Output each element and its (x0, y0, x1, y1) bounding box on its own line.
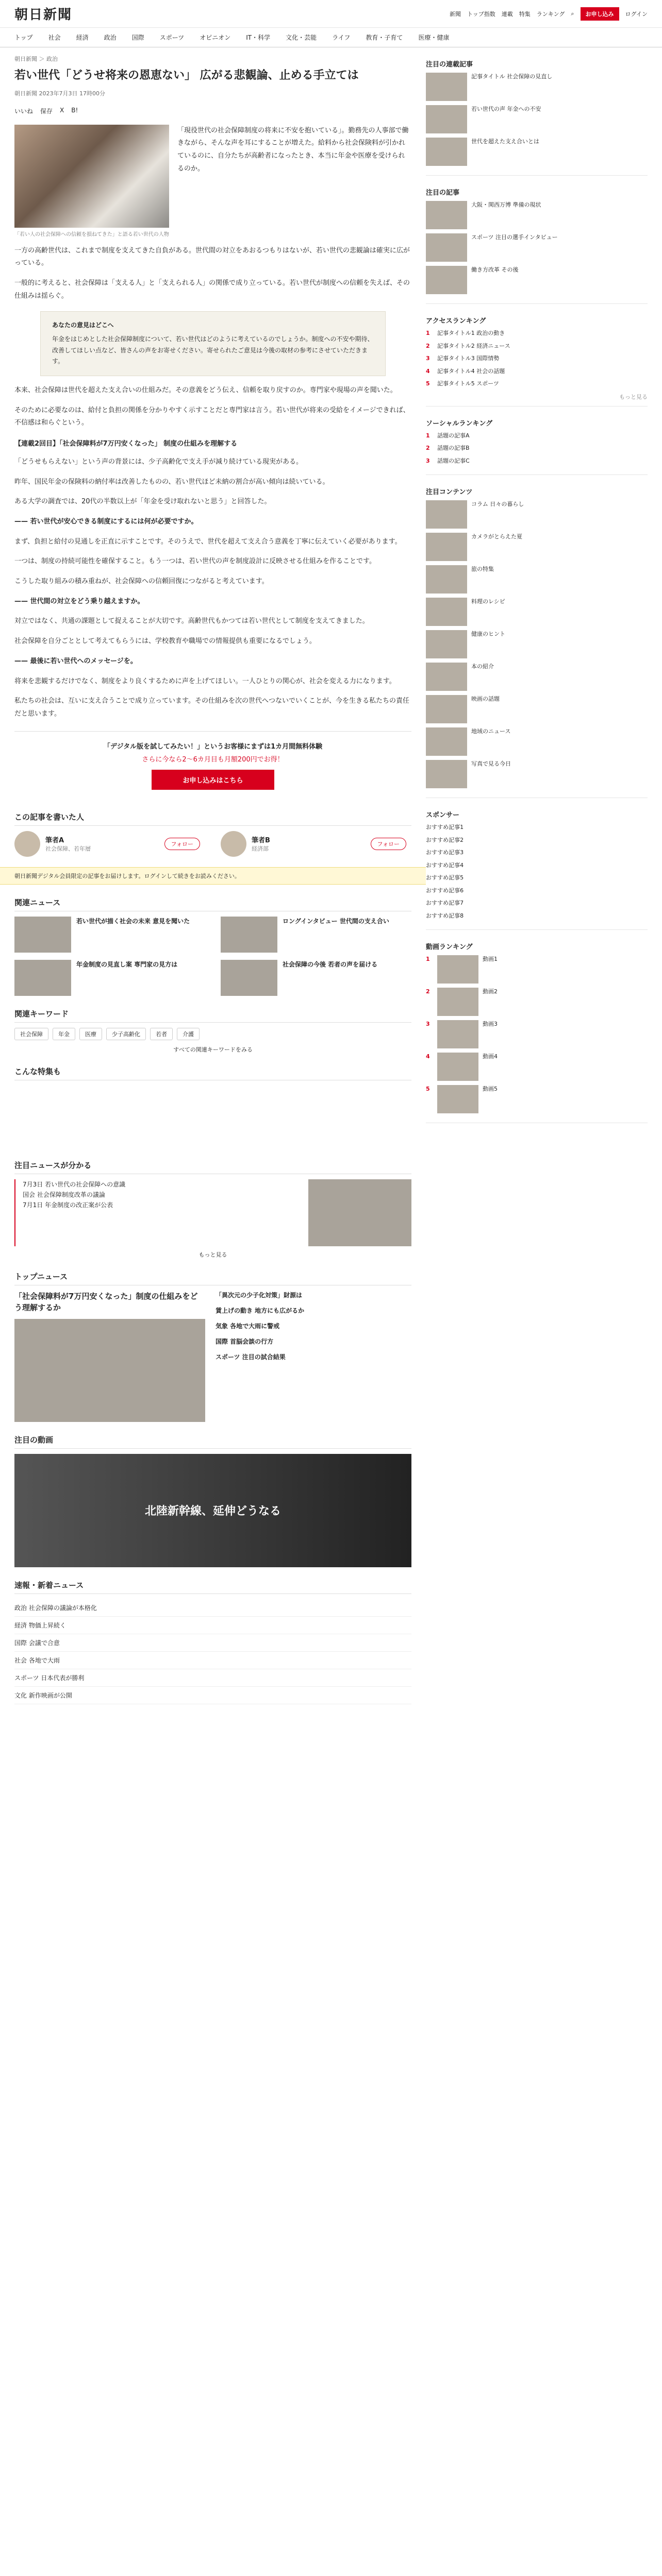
thumbnail (14, 960, 71, 996)
site-logo[interactable]: 朝日新聞 (14, 7, 73, 23)
latest-news-row[interactable]: スポーツ 日本代表が勝利 (14, 1669, 411, 1687)
main-nav (0, 28, 662, 47)
ranking-title: 動画4 (483, 1053, 498, 1060)
nav-item[interactable]: 経済 (76, 34, 89, 41)
ranking-title: 記事タイトル3 国際情勢 (437, 355, 500, 362)
promo-line: 「デジタル版を試してみたい！」というお客様にまずは1カ月間無料体験 (103, 742, 323, 751)
article-paragraph: まず、負担と給付の見通しを正直に示すことです。そのうえで、世代を超えて支え合う意義を丁寧に伝えていく必要があります。 (14, 537, 402, 546)
photo-caption: 「若い人の社会保障への信頼を損ねてきた」と語る若い世代の人物 (14, 231, 169, 238)
member-banner[interactable]: 朝日新聞デジタル会員限定の記事をお届けします。ログインして続きをお読みください。 (0, 867, 426, 885)
sidebar-item-title: 健康のヒント (471, 631, 505, 637)
nav-item[interactable]: IT・科学 (246, 34, 271, 41)
author-card[interactable] (14, 831, 200, 857)
rank-number: 2 (426, 445, 430, 451)
article-byline: 朝日新聞 2023年7月3日 17時00分 (14, 90, 105, 97)
x-share-button[interactable]: X (60, 106, 64, 114)
article-paragraph: 社会保障を自分ごととして考えてもらうには、学校教育や職場での情報提供も重要になるでしょう。 (14, 637, 316, 646)
thumbnail (426, 233, 467, 262)
thumbnail (426, 138, 467, 166)
sidebar-section (426, 475, 648, 798)
ranking-item[interactable] (426, 432, 648, 440)
card-title: 社会保障の今後 若者の声を届ける (283, 960, 378, 968)
rank-number: 1 (426, 432, 430, 439)
keyword-tag[interactable]: 年金 (53, 1028, 75, 1040)
section-heading: 関連ニュース (14, 897, 411, 911)
card-title: スポーツ 注目の試合結果 (216, 1353, 286, 1361)
ranking-title: 動画2 (483, 988, 498, 995)
search-icon[interactable]: ⌕ (571, 10, 574, 17)
sidebar-item-title: 記事タイトル 社会保障の見直し (471, 73, 553, 80)
news-card[interactable] (216, 1321, 411, 1331)
keyword-tag[interactable]: 社会保障 (14, 1028, 48, 1040)
ranking-item[interactable] (426, 955, 648, 984)
timeline (14, 1179, 298, 1246)
article-paragraph: 対立ではなく、共通の課題として捉えることが大切です。高齢世代もかつては若い世代として制度を支えてきました。 (14, 617, 369, 625)
interview-question: —— 世代間の対立をどう乗り越えますか。 (14, 597, 144, 605)
sidebar (426, 47, 648, 1704)
article-paragraph: そのために必要なのは、給付と負担の関係を分かりやすく示すことだと専門家は言う。若い世代が将来の受給をイメージできれば、不信感は和らぐという。 (14, 406, 410, 427)
ranking-title: 話題の記事A (437, 432, 470, 439)
rank-number: 5 (426, 1086, 430, 1092)
sidebar-heading: スポンサー (426, 811, 460, 819)
sidebar-section (426, 47, 648, 176)
sponsored-item[interactable]: おすすめ記事7 (426, 900, 464, 906)
sidebar-item[interactable] (426, 233, 648, 262)
nav-item[interactable]: オピニオン (200, 34, 231, 41)
rank-number: 4 (426, 1053, 430, 1060)
ranking-item[interactable] (426, 329, 648, 338)
article-paragraph: 本来、社会保障は世代を超えた支え合いの仕組みだ。その意義をどう伝え、信頼を取り戻すのか。専門家や現場の声を聞いた。 (14, 386, 397, 394)
ranking-item[interactable] (426, 1085, 648, 1113)
related-card[interactable] (221, 917, 411, 953)
sidebar-item[interactable] (426, 533, 648, 561)
news-card[interactable] (216, 1337, 411, 1346)
more-link[interactable]: もっと見る (198, 1251, 227, 1258)
ranking-title: 記事タイトル4 社会の話題 (437, 367, 505, 375)
sidebar-section (426, 176, 648, 304)
interview-question: —— 最後に若い世代へのメッセージを。 (14, 657, 137, 665)
sidebar-item-title: 写真で見る今日 (471, 760, 511, 767)
thumbnail (437, 955, 478, 984)
header-link[interactable]: 新聞 (450, 10, 461, 18)
follow-button[interactable]: フォロー (164, 838, 200, 850)
thumbnail (426, 598, 467, 626)
thumbnail (426, 73, 467, 101)
author-role: 経済部 (252, 845, 269, 853)
timeline-item[interactable]: 7月1日 年金制度の改正案が公表 (23, 1201, 113, 1209)
article-paragraph: 一つは、制度の持続可能性を確保すること。もう一つは、若い世代の声を制度設計に反映させる仕組みを作ることです。 (14, 557, 376, 566)
sidebar-item[interactable] (426, 727, 648, 756)
nav-item[interactable]: 医療・健康 (418, 34, 450, 41)
nav-item[interactable]: トップ (14, 34, 33, 41)
ranking-item[interactable] (426, 1053, 648, 1081)
nav-item[interactable]: ライフ (332, 34, 351, 41)
thumbnail (437, 988, 478, 1016)
thumbnail (437, 1020, 478, 1048)
thumbnail (426, 727, 467, 756)
like-button[interactable]: いいね (14, 107, 34, 115)
sidebar-heading: 注目の記事 (426, 189, 460, 197)
sponsored-item[interactable]: おすすめ記事4 (426, 861, 464, 869)
thumbnail (221, 960, 277, 996)
author-card[interactable] (221, 831, 406, 857)
keyword-tag[interactable]: 介護 (177, 1028, 200, 1040)
sidebar-item[interactable] (426, 760, 648, 788)
sidebar-item[interactable] (426, 598, 648, 626)
sidebar-item-title: スポーツ 注目の選手インタビュー (471, 234, 558, 241)
sidebar-section (426, 304, 648, 406)
thumbnail (426, 760, 467, 788)
nav-item[interactable]: 国際 (131, 34, 144, 41)
section-heading: 注目の動画 (14, 1434, 411, 1449)
card-title: ロングインタビュー 世代間の支え合い (283, 917, 389, 925)
sidebar-item-title: 大阪・関西万博 準備の現状 (471, 201, 541, 208)
top-news-headline[interactable]: 「社会保障料が7万円安くなった」制度の仕組みをどう理解するか (14, 1291, 198, 1313)
latest-news-row[interactable]: 文化 新作映画が公開 (14, 1687, 411, 1704)
ranking-title: 動画1 (483, 956, 498, 962)
section-heading: 速報・新着ニュース (14, 1580, 411, 1594)
rank-number: 5 (426, 380, 430, 387)
card-title: 若い世代が描く社会の未来 意見を聞いた (76, 917, 190, 925)
ranking-item[interactable] (426, 444, 648, 453)
thumbnail (426, 533, 467, 561)
author-name: 筆者A (45, 837, 64, 845)
article-photo[interactable] (14, 125, 169, 228)
section-heading: トップニュース (14, 1271, 411, 1285)
card-title: 国際 首脳会談の行方 (216, 1337, 274, 1345)
ranking-title: 記事タイトル1 政治の動き (437, 330, 505, 336)
thumbnail (426, 201, 467, 229)
rank-number: 1 (426, 956, 430, 962)
video-player[interactable] (14, 1454, 411, 1567)
sidebar-item[interactable] (426, 201, 648, 229)
rank-number: 2 (426, 988, 430, 995)
subscription-promo (14, 731, 411, 799)
ranking-item[interactable] (426, 367, 648, 376)
card-title: 「異次元の少子化対策」財源は (216, 1291, 303, 1299)
ranking-item[interactable] (426, 988, 648, 1016)
sidebar-section (426, 798, 648, 930)
hatena-share-button[interactable]: B! (71, 106, 78, 114)
related-card[interactable] (221, 960, 411, 996)
card-title: 気象 各地で大雨に警戒 (216, 1322, 280, 1330)
related-card[interactable] (14, 960, 205, 996)
article-paragraph: 一般的に考えると、社会保障は「支える人」と「支えられる人」の関係で成り立っている。若い世代が制度への信頼を失えば、その仕組みは揺らぐ。 (14, 279, 410, 300)
news-card[interactable] (216, 1291, 411, 1300)
thumbnail (14, 917, 71, 953)
share-bar (14, 103, 411, 120)
special-area (14, 1086, 411, 1147)
section-heading: 注目ニュースが分かる (14, 1160, 411, 1174)
ranking-item[interactable] (426, 354, 648, 363)
news-card[interactable] (216, 1306, 411, 1315)
ranking-item[interactable] (426, 1020, 648, 1048)
section-heading: こんな特集も (14, 1066, 411, 1080)
sponsored-item[interactable]: おすすめ記事5 (426, 874, 464, 881)
article-paragraph: 「現役世代の社会保障制度の将来に不安を抱いている」。勤務先の人事部で働きながら、そんな声を耳にすることが増えた。給料から社会保険料が引かれているのに、自分たちが高齢者になったとき、本当に年金や医療を受けられるのか。 (177, 126, 409, 173)
latest-news-row[interactable]: 経済 物価上昇続く (14, 1617, 411, 1634)
keywords-more-link[interactable]: すべての関連キーワードをみる (173, 1046, 253, 1053)
thumbnail (426, 105, 467, 133)
info-box-title: あなたの意見はどこへ (52, 321, 114, 329)
nav-item[interactable]: 社会 (48, 34, 61, 41)
article-paragraph: 私たちの社会は、互いに支え合うことで成り立っています。その仕組みを次の世代へつないでいくことが、今を生きる私たちの責任だと思います。 (14, 697, 409, 718)
sidebar-item[interactable] (426, 565, 648, 594)
section-heading: 関連キーワード (14, 1008, 411, 1023)
article-column (14, 47, 411, 1704)
thumbnail (437, 1085, 478, 1113)
header-link[interactable]: 特集 (519, 10, 531, 18)
sidebar-item[interactable] (426, 500, 648, 529)
series-link[interactable]: 【連載2回目】「社会保障料が7万円安くなった」 制度の仕組みを理解する (14, 439, 238, 448)
header-link[interactable]: ランキング (536, 10, 565, 18)
sidebar-item[interactable] (426, 266, 648, 294)
article-paragraph: 将来を悲観するだけでなく、制度をより良くするために声を上げてほしい。一人ひとりの関心が、社会を変える力になります。 (14, 677, 396, 685)
thumbnail (426, 663, 467, 691)
sponsored-item[interactable]: おすすめ記事6 (426, 887, 464, 894)
timeline-photo[interactable] (308, 1179, 411, 1246)
card-title: 年金制度の見直し案 専門家の見方は (76, 960, 178, 968)
thumbnail (437, 1053, 478, 1081)
latest-news-row[interactable]: 政治 社会保障の議論が本格化 (14, 1599, 411, 1617)
header-links (450, 7, 648, 21)
sidebar-item[interactable] (426, 630, 648, 658)
ranking-title: 動画5 (483, 1086, 498, 1092)
sponsored-item[interactable]: おすすめ記事8 (426, 912, 464, 919)
sidebar-item-title: 旅の特集 (471, 566, 494, 572)
article-paragraph: 「どうせもらえない」という声の背景には、少子高齢化で支え手が減り続けている現実がある。 (14, 457, 303, 466)
card-title: 賃上げの動き 地方にも広がるか (216, 1307, 305, 1314)
login-link[interactable]: ログイン (625, 10, 648, 18)
sidebar-item-title: 世代を超えた支え合いとは (471, 138, 539, 145)
sidebar-heading: 注目コンテンツ (426, 488, 473, 496)
more-link[interactable]: もっと見る (619, 393, 648, 400)
info-box-body: 年金をはじめとした社会保障制度について、若い世代はどのように考えているのでしょうか。制度への不安や期待、改善してほしい点など、皆さんの声をお寄せください。寄せられたご意見は今後の取材の参考にさせていただきます。 (52, 335, 374, 365)
ranking-title: 話題の記事C (437, 457, 470, 464)
sidebar-item-title: 若い世代の声 年金への不安 (471, 106, 541, 112)
article-paragraph: 一方の高齢世代は、これまで制度を支えてきた自負がある。世代間の対立をあおるつもりはないが、若い世代の悲観論は確実に広がっている。 (14, 246, 410, 267)
keyword-tag[interactable]: 若者 (150, 1028, 173, 1040)
sidebar-item-title: 本の紹介 (471, 663, 494, 670)
rank-number: 3 (426, 457, 430, 464)
sidebar-heading: ソーシャルランキング (426, 419, 493, 428)
article-paragraph: ある大学の調査では、20代の半数以上が「年金を受け取れないと思う」と回答した。 (14, 498, 271, 506)
header-link[interactable]: トップ指数 (467, 10, 495, 18)
thumbnail (426, 500, 467, 529)
article-paragraph: こうした取り組みの積み重ねが、社会保障への信頼回復につながると考えています。 (14, 578, 269, 586)
sidebar-item-title: 働き方改革 その後 (471, 266, 519, 273)
nav-item[interactable]: 教育・子育て (366, 34, 403, 41)
sidebar-heading: 動画ランキング (426, 943, 473, 951)
breadcrumb[interactable]: 朝日新聞 ＞ 政治 (14, 56, 58, 62)
ranking-title: 話題の記事B (437, 445, 470, 451)
sidebar-item[interactable] (426, 138, 648, 166)
subscribe-button[interactable]: お申し込みはこちら (152, 770, 274, 790)
promo-line: さらに今なら2～6カ月目も月額200円でお得！ (142, 755, 284, 764)
sidebar-item-title: 地域のニュース (471, 728, 511, 735)
info-box (40, 311, 386, 376)
sidebar-item-title: コラム 日々の暮らし (471, 501, 524, 507)
save-button[interactable]: 保存 (40, 107, 53, 115)
sidebar-item-title: 料理のレシピ (471, 598, 505, 605)
author-role: 社会保障、若年層 (45, 845, 91, 853)
ranking-item[interactable] (426, 342, 648, 351)
rank-number: 4 (426, 367, 430, 375)
timeline-item[interactable]: 国会 社会保障制度改革の議論 (23, 1191, 105, 1198)
timeline-item[interactable]: 7月3日 若い世代の社会保障への意識 (23, 1180, 126, 1188)
sidebar-section (426, 406, 648, 476)
rank-number: 3 (426, 1021, 430, 1027)
sidebar-item[interactable] (426, 663, 648, 691)
keyword-tag[interactable]: 医療 (79, 1028, 102, 1040)
thumbnail (221, 917, 277, 953)
ranking-title: 記事タイトル5 スポーツ (437, 380, 499, 387)
sidebar-item-title: 映画の話題 (471, 696, 500, 702)
nav-item[interactable]: 政治 (104, 34, 117, 41)
ranking-item[interactable] (426, 380, 648, 388)
ranking-item[interactable] (426, 457, 648, 466)
site-header (0, 0, 662, 28)
sidebar-item-title: カメラがとらえた夏 (471, 533, 522, 540)
sidebar-heading: 注目の連載記事 (426, 61, 473, 69)
nav-item[interactable]: スポーツ (159, 34, 185, 41)
follow-button[interactable]: フォロー (371, 838, 406, 850)
rank-number: 1 (426, 330, 430, 336)
sidebar-heading: アクセスランキング (426, 317, 486, 325)
thumbnail (426, 565, 467, 594)
rank-number: 2 (426, 342, 430, 349)
avatar (14, 831, 40, 857)
news-card[interactable] (216, 1352, 411, 1362)
related-card[interactable] (14, 917, 205, 953)
signup-button[interactable]: お申し込み (581, 7, 619, 21)
keyword-tag[interactable]: 少子高齢化 (106, 1028, 146, 1040)
rank-number: 3 (426, 355, 430, 362)
video-title: 北陸新幹線、延伸どうなる (144, 1505, 281, 1518)
header-link[interactable]: 連載 (501, 10, 513, 18)
sponsored-item[interactable]: おすすめ記事2 (426, 836, 464, 843)
thumbnail (426, 266, 467, 294)
sponsored-item[interactable]: おすすめ記事1 (426, 824, 464, 831)
article-paragraph: 昨年、国民年金の保険料の納付率は改善したものの、若い世代ほど未納の割合が高い傾向は続いている。 (14, 478, 329, 486)
sidebar-section (426, 930, 648, 1123)
article-title: 若い世代「どうせ将来の恩恵ない」 広がる悲観論、止める手立ては (14, 69, 359, 82)
ranking-title: 動画3 (483, 1021, 498, 1027)
sidebar-item[interactable] (426, 695, 648, 723)
ranking-title: 記事タイトル2 経済ニュース (437, 342, 510, 349)
thumbnail (426, 630, 467, 658)
sidebar-item[interactable] (426, 105, 648, 133)
avatar (221, 831, 246, 857)
sponsored-item[interactable]: おすすめ記事3 (426, 849, 464, 856)
thumbnail (426, 695, 467, 723)
nav-item[interactable]: 文化・芸能 (286, 34, 317, 41)
latest-news-row[interactable]: 国際 会議で合意 (14, 1634, 411, 1652)
latest-news-row[interactable]: 社会 各地で大雨 (14, 1652, 411, 1669)
section-heading: この記事を書いた人 (14, 811, 411, 826)
author-name: 筆者B (252, 837, 270, 845)
top-news-photo[interactable] (14, 1319, 205, 1422)
interview-question: —— 若い世代が安心できる制度にするには何が必要ですか。 (14, 518, 198, 526)
sidebar-item[interactable] (426, 73, 648, 101)
